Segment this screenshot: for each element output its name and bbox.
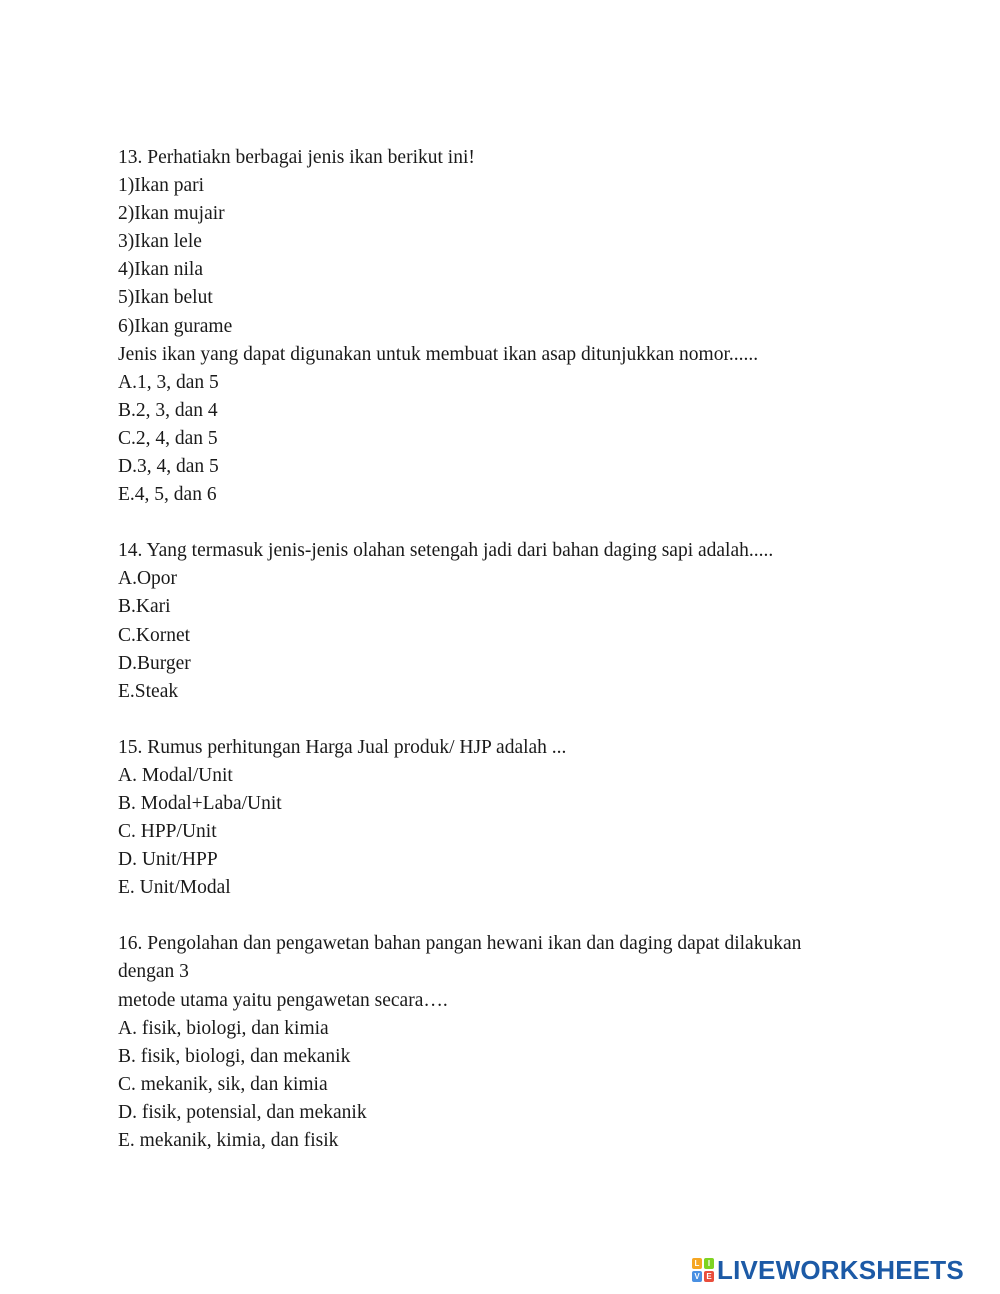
question-item: 4)Ikan nila	[118, 259, 204, 281]
answer-option: D. fisik, potensial, dan mekanik	[118, 1101, 367, 1123]
answer-option: C.Kornet	[118, 624, 191, 646]
answer-option: E.Steak	[118, 680, 179, 702]
question-16	[118, 930, 898, 1155]
answer-option: D.3, 4, dan 5	[118, 456, 219, 478]
question-stem: metode utama yaitu pengawetan secara….	[118, 989, 448, 1011]
question-prompt: 15. Rumus perhitungan Harga Jual produk/ HJP adalah ...	[118, 736, 567, 758]
liveworksheets-logo	[692, 1255, 964, 1285]
answer-option: C. HPP/Unit	[118, 821, 217, 843]
answer-option: B.2, 3, dan 4	[118, 399, 218, 421]
question-prompt: 16. Pengolahan dan pengawetan bahan pangan hewani ikan dan daging dapat dilakukan	[118, 933, 802, 955]
logo-tile: V	[692, 1271, 702, 1282]
question-15	[118, 734, 898, 903]
answer-option: B.Kari	[118, 596, 171, 618]
answer-option: A.1, 3, dan 5	[118, 371, 219, 393]
question-prompt: 13. Perhatiakn berbagai jenis ikan berikut ini!	[118, 147, 475, 168]
answer-option: E. Unit/Modal	[118, 877, 231, 899]
answer-option: E.4, 5, dan 6	[118, 484, 217, 506]
question-13	[118, 144, 898, 509]
answer-option: D. Unit/HPP	[118, 849, 218, 871]
liveworksheets-logo-icon	[692, 1258, 714, 1282]
answer-option: A. Modal/Unit	[118, 764, 233, 786]
logo-text: LIVEWORKSHEETS	[717, 1255, 964, 1285]
answer-option: B. fisik, biologi, dan mekanik	[118, 1045, 351, 1067]
answer-option: A. fisik, biologi, dan kimia	[118, 1017, 329, 1039]
logo-tile: L	[692, 1258, 702, 1269]
question-prompt-continued: dengan 3	[118, 961, 189, 983]
question-item: 2)Ikan mujair	[118, 203, 225, 225]
worksheet	[118, 144, 898, 1183]
answer-option: E. mekanik, kimia, dan fisik	[118, 1130, 339, 1151]
question-stem: Jenis ikan yang dapat digunakan untuk membuat ikan asap ditunjukkan nomor......	[118, 343, 759, 365]
question-prompt: 14. Yang termasuk jenis-jenis olahan setengah jadi dari bahan daging sapi adalah.....	[118, 540, 774, 562]
logo-tile: E	[704, 1271, 714, 1282]
answer-option: A.Opor	[118, 568, 178, 590]
question-item: 6)Ikan gurame	[118, 315, 233, 337]
answer-option: C.2, 4, dan 5	[118, 427, 218, 449]
question-item: 5)Ikan belut	[118, 287, 213, 309]
question-item: 3)Ikan lele	[118, 231, 202, 253]
answer-option: D.Burger	[118, 652, 191, 674]
logo-tile: I	[704, 1258, 714, 1269]
answer-option: B. Modal+Laba/Unit	[118, 792, 282, 814]
question-14	[118, 537, 898, 706]
answer-option: C. mekanik, sik, dan kimia	[118, 1073, 328, 1095]
question-item: 1)Ikan pari	[118, 175, 205, 197]
